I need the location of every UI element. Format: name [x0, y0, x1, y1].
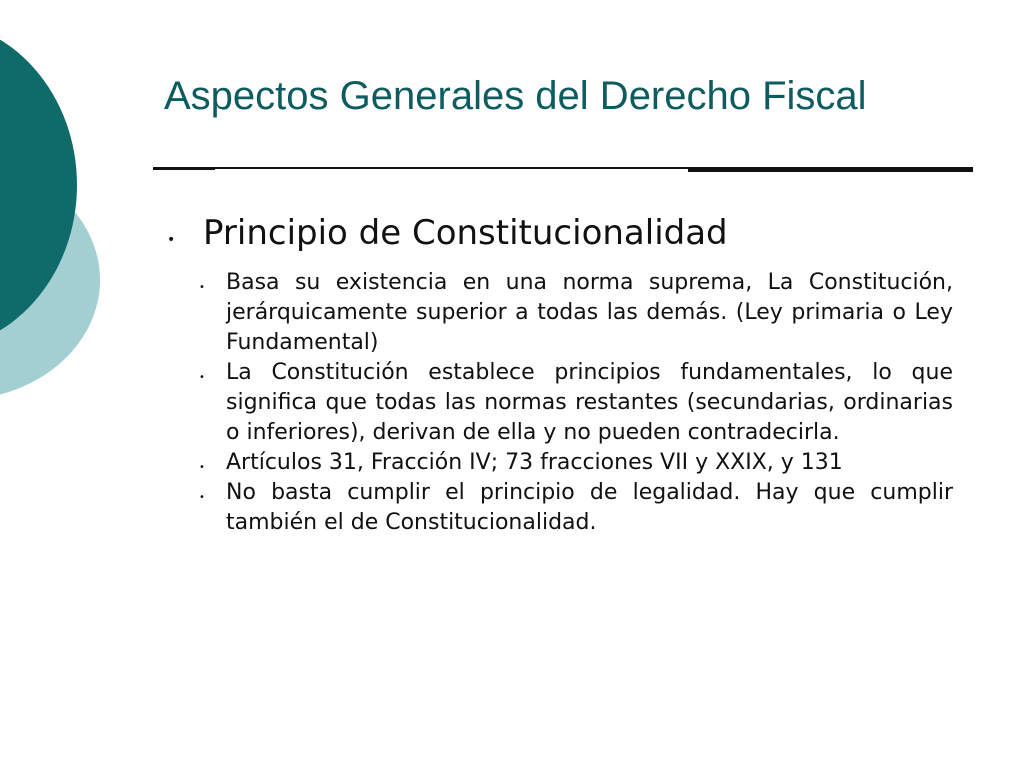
sub-bullet-text: Artículos 31, Fracción IV; 73 fracciones VII y XXIX, y 131	[226, 450, 843, 475]
main-bullet	[160, 205, 960, 268]
bullet-marker: •	[199, 492, 205, 503]
bullet-marker: •	[167, 232, 176, 248]
sub-bullet-item	[197, 448, 953, 478]
sub-bullet-item	[197, 358, 953, 448]
slide-title: Aspectos Generales del Derecho Fiscal	[164, 74, 867, 118]
title-divider-right-accent	[688, 167, 973, 172]
main-bullet-text: Principio de Constitucionalidad	[203, 213, 728, 253]
bullet-marker: •	[199, 462, 205, 473]
sub-bullet-list	[197, 268, 953, 538]
sub-bullet-item	[197, 268, 953, 358]
bullet-marker: •	[199, 282, 205, 293]
title-divider-left-accent	[153, 167, 215, 170]
slide-body	[160, 205, 960, 538]
bullet-marker: •	[199, 372, 205, 383]
sub-bullet-text: Basa su existencia en una norma suprema, La Constitución, jerárquicamente superior a todas las demás. (Ley primaria o Ley Fundamental)	[226, 270, 953, 355]
sub-bullet-item	[197, 478, 953, 538]
sub-bullet-text: La Constitución establece principios fundamentales, lo que significa que todas las normas restantes (secundarias, ordinarias o inferiores), derivan de ella y no pueden contradecirla.	[226, 360, 953, 445]
sub-bullet-text: No basta cumplir el principio de legalidad. Hay que cumplir también el de Constitucionalidad.	[226, 480, 953, 535]
